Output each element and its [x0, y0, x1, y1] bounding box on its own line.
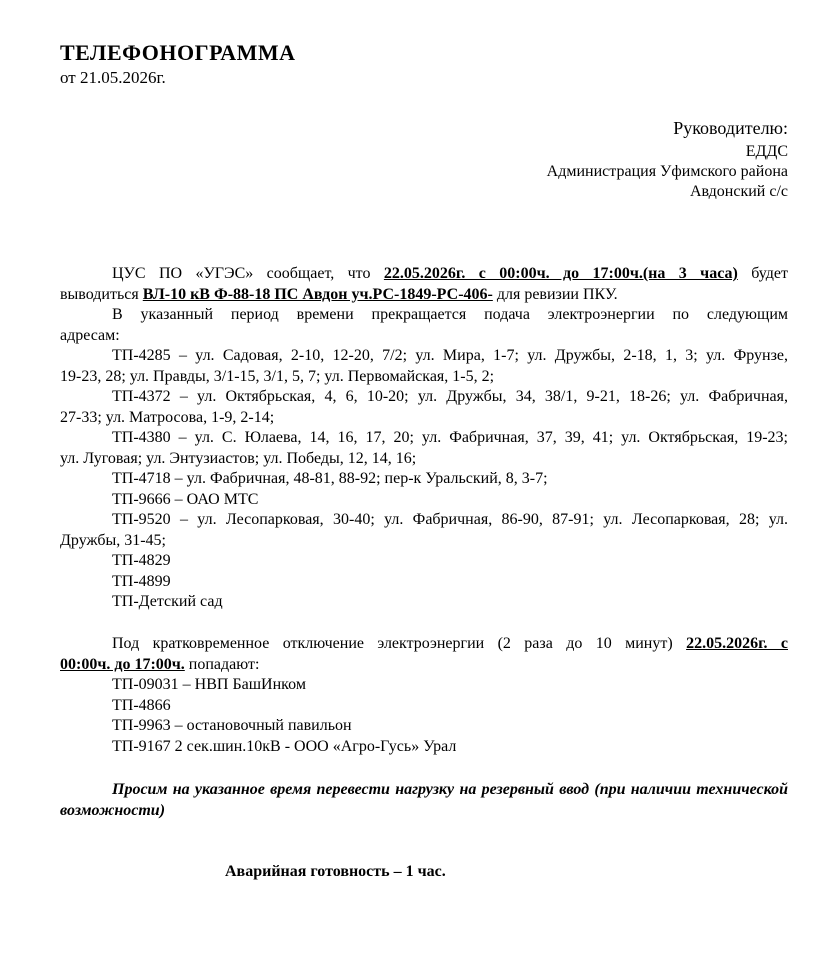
- tp9963-line: ТП-9963 – остановочный павильон: [112, 717, 352, 734]
- recipient-administration: Администрация Уфимского района: [546, 163, 788, 180]
- tp9520-line-1: ТП-9520 – ул. Лесопарковая, 30-40; ул. Фабричная, 86-90, 87-91; ул. Лесопарковая, 28; ул.: [112, 511, 788, 528]
- tp4866-line: ТП-4866: [112, 696, 171, 714]
- tp09031-line: ТП-09031 – НВП БашИнком: [112, 676, 306, 693]
- tp4285-line-2: 19-23, 28; ул. Правды, 3/1-15, 3/1, 5, 7; ул. Первомайская, 1-5, 2;: [60, 367, 495, 385]
- tp4380-line-1: ТП-4380 – ул. С. Юлаева, 14, 16, 17, 20; ул. Фабричная, 37, 39, 41; ул. Октябрьская, 19-23;: [112, 429, 788, 446]
- intro-line-2: адресам:: [60, 326, 120, 344]
- notice-lead-tail: будет: [751, 265, 789, 282]
- tp4372-line-1: ТП-4372 – ул. Октябрьская, 4, 6, 10-20; ул. Дружбы, 34, 38/1, 9-21, 18-26; ул. Фабричная,: [112, 388, 788, 405]
- tp4718-line: ТП-4718 – ул. Фабричная, 48-81, 88-92; пер-к Уральский, 8, 3-7;: [112, 470, 548, 487]
- recipient-organization: ЕДДС: [745, 143, 788, 160]
- short-outage-line-2: [60, 655, 788, 676]
- tp9167-line: ТП-9167 2 сек.шин.10кВ - ООО «Агро-Гусь» Урал: [112, 737, 457, 755]
- recipient-title: Руководителю:: [673, 118, 788, 138]
- notice-line2-tail: для ревизии ПКУ.: [496, 285, 618, 303]
- tp4899-line: ТП-4899: [112, 572, 171, 590]
- short-outage-tail: попадают:: [188, 655, 260, 673]
- recipient-council: Авдонский с/с: [689, 183, 788, 200]
- notice-line-1: [60, 264, 788, 285]
- tp-kindergarten-line: ТП-Детский сад: [112, 593, 223, 610]
- intro-line-1: В указанный период времени прекращается подача электроэнергии по следующим: [112, 306, 788, 323]
- notice-line-2: [60, 285, 788, 306]
- document-date: от 21.05.2026г.: [60, 68, 166, 87]
- short-outage-block: [60, 634, 788, 757]
- power-line-object: ВЛ-10 кВ Ф-88-18 ПС Авдон уч.РС-1849-РС-406-: [142, 285, 493, 303]
- notice-lead: ЦУС ПО «УГЭС» сообщает, что: [112, 265, 371, 282]
- request-paragraph: Просим на указанное время перевести нагрузку на резервный ввод (при наличии технической возможности): [60, 781, 788, 819]
- short-outage-date: 22.05.2026г. с: [686, 635, 789, 652]
- tp4380-line-2: ул. Луговая; ул. Энтузиастов; ул. Победы, 12, 14, 16;: [60, 449, 417, 467]
- tp4285-line-1: ТП-4285 – ул. Садовая, 2-10, 12-20, 7/2; ул. Мира, 1-7; ул. Дружбы, 2-18, 1, 3; ул. Фрунзе,: [112, 347, 788, 364]
- notice-block: [60, 264, 788, 613]
- short-outage-time: 00:00ч. до 17:00ч.: [60, 655, 185, 673]
- short-outage-line-1: [60, 634, 788, 655]
- emergency-readiness: Аварийная готовность – 1 час.: [225, 863, 446, 880]
- outage-period: 22.05.2026г. с 00:00ч. до 17:00ч.(на 3 часа): [383, 265, 738, 282]
- tp9666-line: ТП-9666 – ОАО МТС: [112, 490, 259, 508]
- tp9520-line-2: Дружбы, 31-45;: [60, 531, 166, 549]
- tp4829-line: ТП-4829: [112, 552, 171, 569]
- tp4372-line-2: 27-33; ул. Матросова, 1-9, 2-14;: [60, 408, 275, 426]
- short-outage-lead: Под кратковременное отключение электроэнергии (2 раза до 10 минут): [112, 635, 673, 652]
- notice-line2-start: выводиться: [60, 285, 139, 303]
- document-title: ТЕЛЕФОНОГРАММА: [60, 40, 296, 65]
